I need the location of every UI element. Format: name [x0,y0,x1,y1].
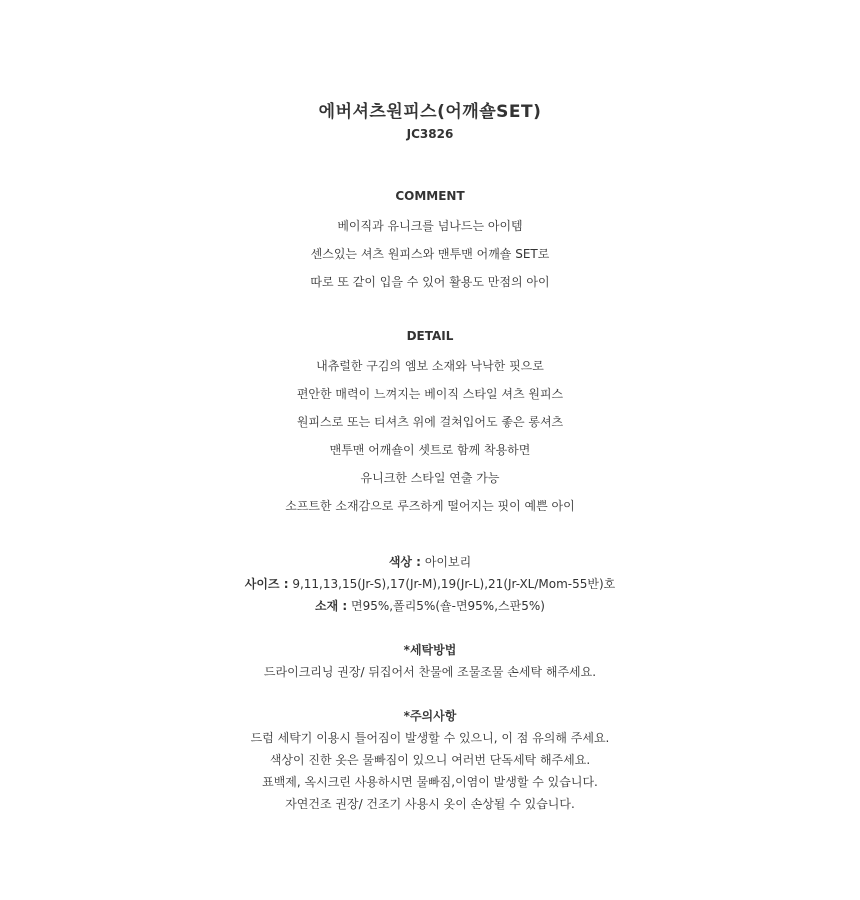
caution-line: 드럼 세탁기 이용시 틀어짐이 발생할 수 있으니, 이 점 유의해 주세요. [250,731,610,745]
washing-line: 드라이크리닝 권장/ 뒤집어서 찬물에 조물조물 손세탁 해주세요. [263,665,597,679]
product-title: 에버셔츠원피스(어깨숄SET) [318,102,542,122]
spec-color-value: 아이보리 [424,555,472,569]
spec-material-value: 면95%,폴리5%(숄-면95%,스판5%) [351,599,545,613]
detail-heading: DETAIL [406,329,454,343]
caution-heading: *주의사항 [403,709,457,723]
caution-line: 색상이 진한 옷은 물빠짐이 있으니 여러번 단독세탁 해주세요. [269,753,591,767]
detail-line: 유니크한 스타일 연출 가능 [360,471,500,485]
comment-heading: COMMENT [395,189,465,203]
comment-line: 베이직과 유니크를 넘나드는 아이템 [337,219,523,233]
detail-line: 맨투맨 어깨숄이 셋트로 함께 착용하면 [329,443,531,457]
spec-size-label: 사이즈 : [244,577,289,591]
spec-material [0,597,860,614]
product-code: JC3826 [406,127,454,141]
spec-size [0,575,860,592]
spec-material-label: 소재 : [315,599,348,613]
spec-color-label: 색상 : [388,555,421,569]
detail-line: 소프트한 소재감으로 루즈하게 떨어지는 핏이 예쁜 아이 [285,499,575,513]
spec-size-value: 9,11,13,15(Jr-S),17(Jr-M),19(Jr-L),21(Jr-XL/Mom-55반)호 [292,577,616,591]
caution-line: 표백제, 옥시크린 사용하시면 물빠짐,이염이 발생할 수 있습니다. [262,775,598,789]
detail-line: 원피스로 또는 티셔츠 위에 걸쳐입어도 좋은 롱셔츠 [296,415,564,429]
comment-line: 따로 또 같이 입을 수 있어 활용도 만점의 아이 [310,275,550,289]
caution-line: 자연건조 권장/ 건조기 사용시 옷이 손상될 수 있습니다. [285,797,575,811]
spec-color [0,553,860,570]
detail-line: 편안한 매력이 느껴지는 베이직 스타일 셔츠 원피스 [296,387,564,401]
comment-line: 센스있는 셔츠 원피스와 맨투맨 어깨숄 SET로 [310,247,550,261]
detail-line: 내츄럴한 구김의 엠보 소재와 낙낙한 핏으로 [316,359,544,373]
washing-heading: *세탁방법 [403,643,457,657]
